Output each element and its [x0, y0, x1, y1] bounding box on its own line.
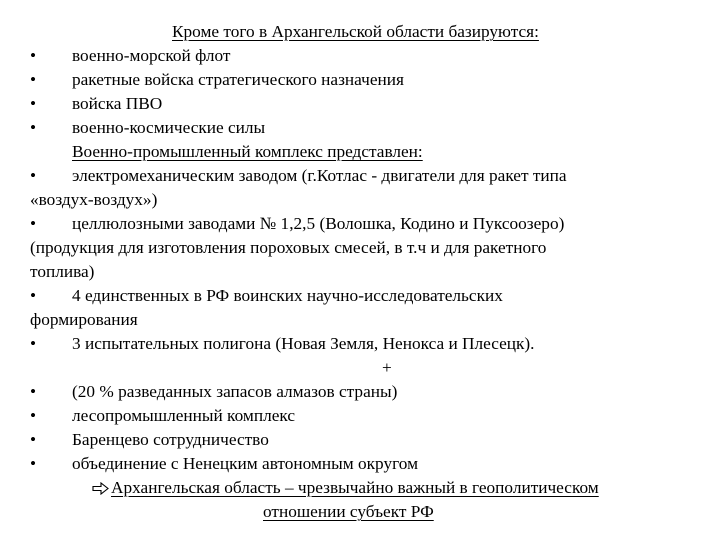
- bullet-dot: •: [30, 406, 37, 425]
- conclusion-line1: Архангельская область – чрезвычайно важный в геополитическом: [111, 478, 599, 497]
- bullet-dot: •: [30, 382, 37, 401]
- industry-ranges-line1: 3 испытательных полигона (Новая Земля, Ненокса и Плесецк).: [72, 334, 535, 353]
- industry-pulp-line1: целлюлозными заводами № 1,2,5 (Волошка, Кодино и Пуксоозеро): [72, 214, 565, 233]
- bullet-dot: •: [30, 94, 37, 113]
- bullet-dot: •: [30, 70, 37, 89]
- bullet-dot: •: [30, 286, 37, 305]
- bullet-dot: •: [30, 214, 37, 233]
- conclusion-line1-wrap: [92, 476, 599, 502]
- forces-item-air-defense: войска ПВО: [72, 94, 163, 113]
- forces-item-missile: ракетные войска стратегического назначения: [72, 70, 404, 89]
- bullet-dot: •: [30, 334, 37, 353]
- extras-item-timber: лесопромышленный комплекс: [72, 406, 296, 425]
- bullet-dot: •: [30, 454, 37, 473]
- bullet-dot: •: [30, 166, 37, 185]
- industry-electro-line1: электромеханическим заводом (г.Котлас - двигатели для ракет типа: [72, 166, 567, 185]
- extras-item-barents: Баренцево сотрудничество: [72, 430, 269, 449]
- forces-item-navy: военно-морской флот: [72, 46, 231, 65]
- bullet-dot: •: [30, 118, 37, 137]
- industry-pulp-line3: топлива): [30, 262, 95, 281]
- industry-research-line2: формирования: [30, 310, 138, 329]
- page-heading: Кроме того в Архангельской области базируются:: [172, 22, 539, 41]
- bullet-dot: •: [30, 430, 37, 449]
- industry-pulp-line2: (продукция для изготовления пороховых смесей, в т.ч и для ракетного: [30, 238, 547, 257]
- industry-research-line1: 4 единственных в РФ воинских научно-исследовательских: [72, 286, 503, 305]
- bullet-dot: •: [30, 46, 37, 65]
- industry-electro-line2: «воздух-воздух»): [30, 190, 158, 209]
- extras-item-nenets: объединение с Ненецким автономным округом: [72, 454, 419, 473]
- hollow-right-arrow-icon: [92, 478, 109, 502]
- extras-item-diamonds: (20 % разведанных запасов алмазов страны): [72, 382, 398, 401]
- conclusion-line2: отношении субъект РФ: [263, 502, 434, 521]
- plus-sign: +: [382, 358, 392, 377]
- industry-heading: Военно-промышленный комплекс представлен:: [72, 142, 423, 161]
- forces-item-space: военно-космические силы: [72, 118, 266, 137]
